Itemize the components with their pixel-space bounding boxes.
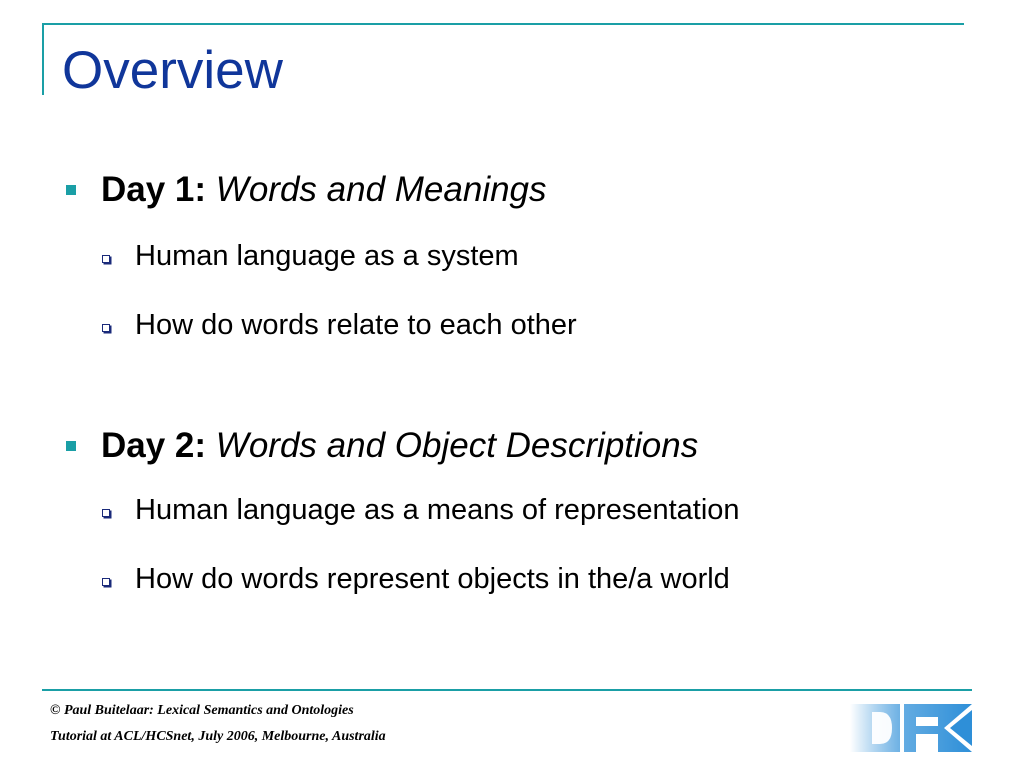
- bullet-day-2-label: Day 2:: [101, 426, 207, 465]
- sub-bullet-text: Human language as a means of representation: [135, 494, 740, 526]
- bullet-day-2: [66, 426, 698, 466]
- frame-top-rule: [42, 23, 964, 25]
- bullet-day-1-label: Day 1:: [101, 170, 207, 209]
- footer-event: Tutorial at ACL/HCSnet, July 2006, Melbourne, Australia: [50, 729, 386, 744]
- bullet-day-1: [66, 170, 547, 210]
- square-bullet-icon: [66, 185, 76, 195]
- sub-bullet-day-2-item-1: [102, 494, 740, 527]
- box-bullet-icon: [102, 578, 110, 586]
- sub-bullet-text: How do words relate to each other: [135, 309, 577, 341]
- bullet-day-2-subtitle: Words and Object Descriptions: [215, 426, 699, 465]
- box-bullet-icon: [102, 324, 110, 332]
- bullet-day-1-subtitle: Words and Meanings: [215, 170, 547, 209]
- bullet-day-1-text: [101, 170, 547, 210]
- footer-copyright: © Paul Buitelaar: Lexical Semantics and Ontologies: [50, 703, 354, 718]
- sub-bullet-text: How do words represent objects in the/a world: [135, 563, 730, 595]
- sub-bullet-text: Human language as a system: [135, 240, 519, 272]
- box-bullet-icon: [102, 509, 110, 517]
- box-bullet-icon: [102, 255, 110, 263]
- bullet-day-2-text: [101, 426, 698, 466]
- dfki-logo: [850, 704, 972, 752]
- frame-left-rule: [42, 23, 44, 95]
- slide-title: Overview: [62, 41, 283, 100]
- sub-bullet-day-1-item-2: [102, 309, 577, 342]
- sub-bullet-day-2-item-2: [102, 563, 730, 596]
- footer-rule: [42, 689, 972, 691]
- square-bullet-icon: [66, 441, 76, 451]
- sub-bullet-day-1-item-1: [102, 240, 519, 273]
